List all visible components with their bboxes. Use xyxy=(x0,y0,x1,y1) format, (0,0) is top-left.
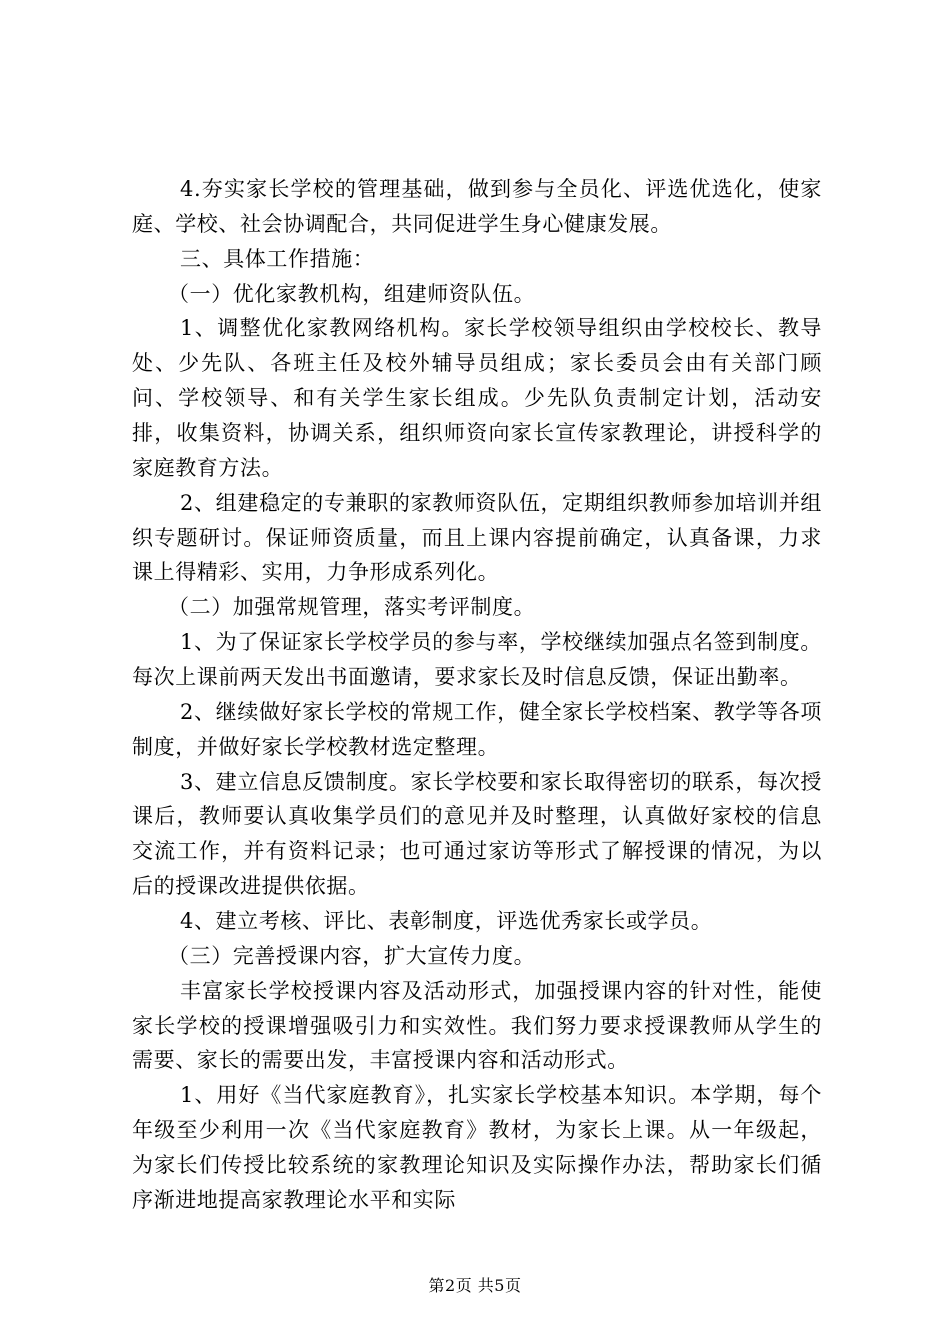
paragraph-attendance: 1、为了保证家长学校学员的参与率，学校继续加强点名签到制度。每次上课前两天发出书面邀请，要求家长及时信息反馈，保证出勤率。 xyxy=(132,630,822,690)
paragraph-foundation: 4.夯实家长学校的管理基础，做到参与全员化、评选优选化，使家庭、学校、社会协调配合，共同促进学生身心健康发展。 xyxy=(132,177,822,236)
subheading-routine-management: （二）加强常规管理，落实考评制度。 xyxy=(168,595,536,620)
paragraph-teacher-team: 2、组建稳定的专兼职的家教师资队伍，定期组织教师参加培训并组织专题研讨。保证师资质量，而且上课内容提前确定，认真备课，力求课上得精彩、实用，力争形成系列化。 xyxy=(132,490,822,585)
page-number-footer: 第2页 共5页 xyxy=(428,1276,522,1295)
paragraph-routine-work: 2、继续做好家长学校的常规工作，健全家长学校档案、教学等各项制度，并做好家长学校教材选定整理。 xyxy=(132,699,822,759)
subheading-optimize-institutions: （一）优化家教机构，组建师资队伍。 xyxy=(168,281,536,306)
paragraph-feedback-system: 3、建立信息反馈制度。家长学校要和家长取得密切的联系，每次授课后，教师要认真收集学员们的意见并及时整理，认真做好家校的信息交流工作，并有资料记录；也可通过家访等形式了解授课的情况，为以后的授课改进提供依据。 xyxy=(132,769,822,899)
subheading-course-content: （三）完善授课内容，扩大宣传力度。 xyxy=(168,943,536,968)
paragraph-evaluation-system: 4、建立考核、评比、表彰制度，评选优秀家长或学员。 xyxy=(180,909,713,934)
paragraph-network-structure: 1、调整优化家教网络机构。家长学校领导组织由学校校长、教导处、少先队、各班主任及校外辅导员组成；家长委员会由有关部门顾问、学校领导、和有关学生家长组成。少先队负责制定计划，活动安排，收集资料，协调关系，组织师资向家长宣传家教理论，讲授科学的家庭教育方法。 xyxy=(132,316,822,480)
section-heading-measures: 三、具体工作措施： xyxy=(180,246,375,271)
paragraph-textbook-usage: 1、用好《当代家庭教育》，扎实家长学校基本知识。本学期，每个年级至少利用一次《当代家庭教育》教材，为家长上课。从一年级起，为家长们传授比较系统的家教理论知识及实际操作办法，帮助家长们循序渐进地提高家教理论水平和实际 xyxy=(132,1083,822,1212)
paragraph-enrich-content: 丰富家长学校授课内容及活动形式，加强授课内容的针对性，能使家长学校的授课增强吸引力和实效性。我们努力要求授课教师从学生的需要、家长的需要出发，丰富授课内容和活动形式。 xyxy=(132,978,822,1073)
document-body xyxy=(132,172,822,1218)
